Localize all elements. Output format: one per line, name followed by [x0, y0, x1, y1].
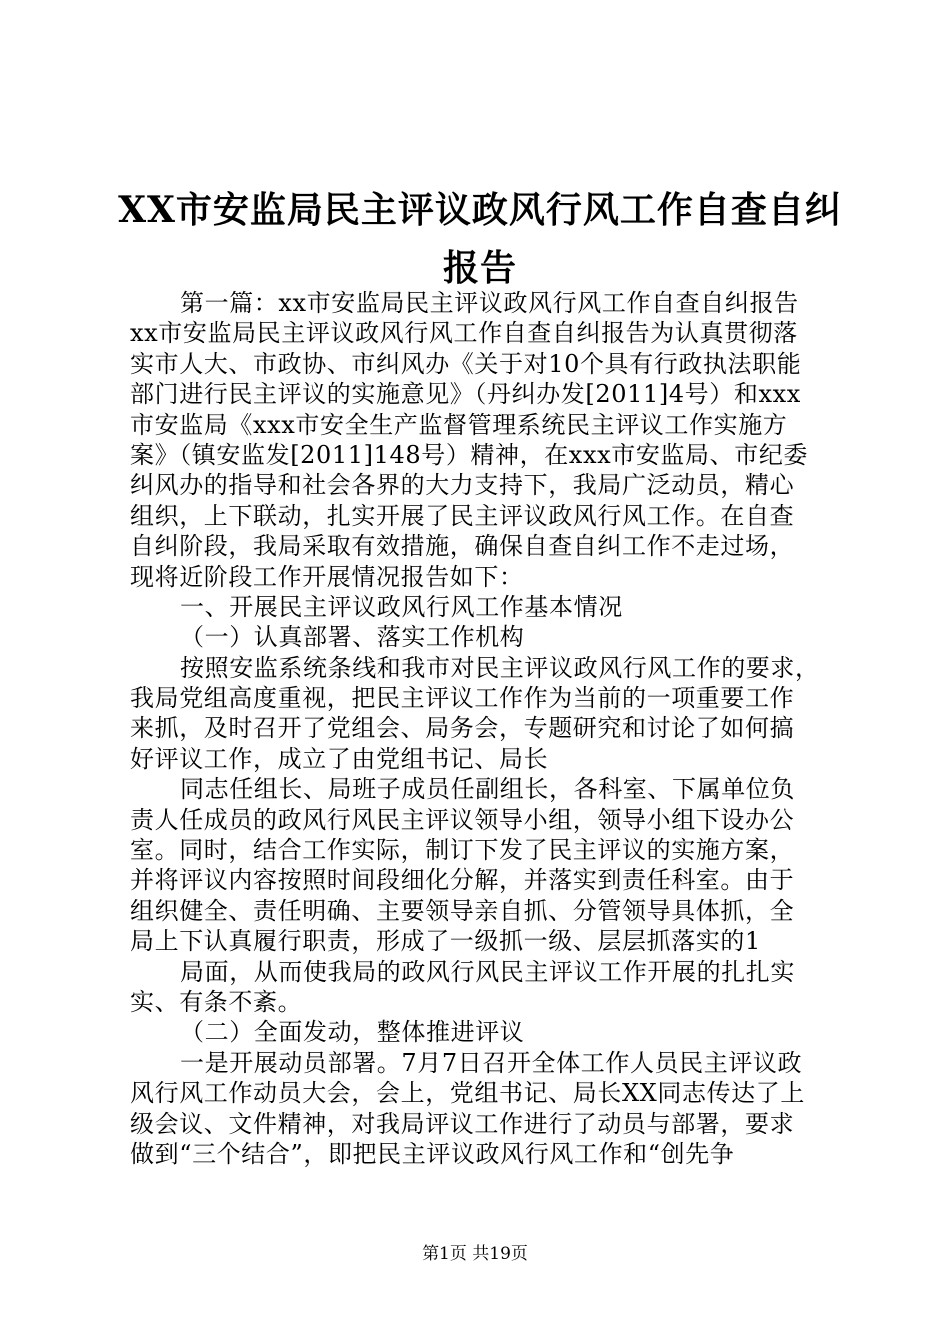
page-footer: 第1页 共19页: [422, 1244, 528, 1264]
body-line: 我局党组高度重视，把民主评议工作作为当前的一项重要工作: [130, 684, 795, 713]
document-title-line-2: 报告: [442, 247, 517, 289]
body-line: 室。同时，结合工作实际，制订下发了民主评议的实施方案，: [130, 836, 795, 865]
body-line: 一是开展动员部署。7月7日召开全体工作人员民主评议政: [180, 1048, 803, 1077]
body-line: 局面，从而使我局的政风行风民主评议工作开展的扎扎实: [180, 957, 795, 986]
body-line: 第一篇：xx市安监局民主评议政风行风工作自查自纠报告: [180, 289, 799, 317]
body-line: xx市安监局民主评议政风行风工作自查自纠报告为认真贯彻落: [130, 319, 798, 348]
body-line: 纠风办的指导和社会各界的大力支持下，我局广泛动员，精心: [130, 471, 795, 500]
document-body: [130, 288, 842, 1169]
body-line: 好评议工作，成立了由党组书记、局长: [130, 744, 549, 773]
body-line: 做到“三个结合”，即把民主评议政风行风工作和“创先争: [130, 1139, 735, 1168]
body-line: 并将评议内容按照时间段细化分解，并落实到责任科室。由于: [130, 866, 795, 895]
body-line: （一）认真部署、落实工作机构: [180, 623, 525, 652]
body-line: 实、有条不紊。: [130, 987, 303, 1016]
body-line: 责人任成员的政风行风民主评议领导小组，领导小组下设办公: [130, 805, 795, 834]
body-line: （二）全面发动，整体推进评议: [180, 1018, 525, 1047]
body-line: 风行风工作动员大会，会上，党组书记、局长XX同志传达了上: [130, 1079, 805, 1108]
body-line: 一、开展民主评议政风行风工作基本情况: [180, 592, 623, 621]
document-title-line-1: XX市安监局民主评议政风行风工作自查自纠: [118, 189, 842, 231]
body-line: 同志任组长、局班子成员任副组长，各科室、下属单位负: [180, 775, 795, 804]
body-line: 局上下认真履行职责，形成了一级抓一级、层层抓落实的1: [130, 927, 761, 956]
body-line: 按照安监系统条线和我市对民主评议政风行风工作的要求，: [180, 653, 820, 682]
body-line: 来抓，及时召开了党组会、局务会，专题研究和讨论了如何搞: [130, 714, 795, 743]
body-line: 自纠阶段，我局采取有效措施，确保自查自纠工作不走过场，: [130, 532, 795, 561]
body-line: 现将近阶段工作开展情况报告如下：: [130, 562, 524, 591]
body-line: 市安监局《xxx市安全生产监督管理系统民主评议工作实施方: [130, 410, 788, 439]
body-line: 组织健全、责任明确、主要领导亲自抓、分管领导具体抓，全: [130, 896, 795, 925]
body-line: 级会议、文件精神，对我局评议工作进行了动员与部署，要求: [130, 1109, 795, 1138]
body-line: 案》（镇安监发[2011]148号）精神，在xxx市安监局、市纪委: [130, 440, 809, 469]
body-line: 部门进行民主评议的实施意见》（丹纠办发[2011]4号）和xxx: [130, 380, 801, 409]
body-line: 实市人大、市政协、市纠风办《关于对10个具有行政执法职能: [130, 349, 802, 378]
body-line: 组织，上下联动，扎实开展了民主评议政风行风工作。在自查: [130, 501, 795, 530]
